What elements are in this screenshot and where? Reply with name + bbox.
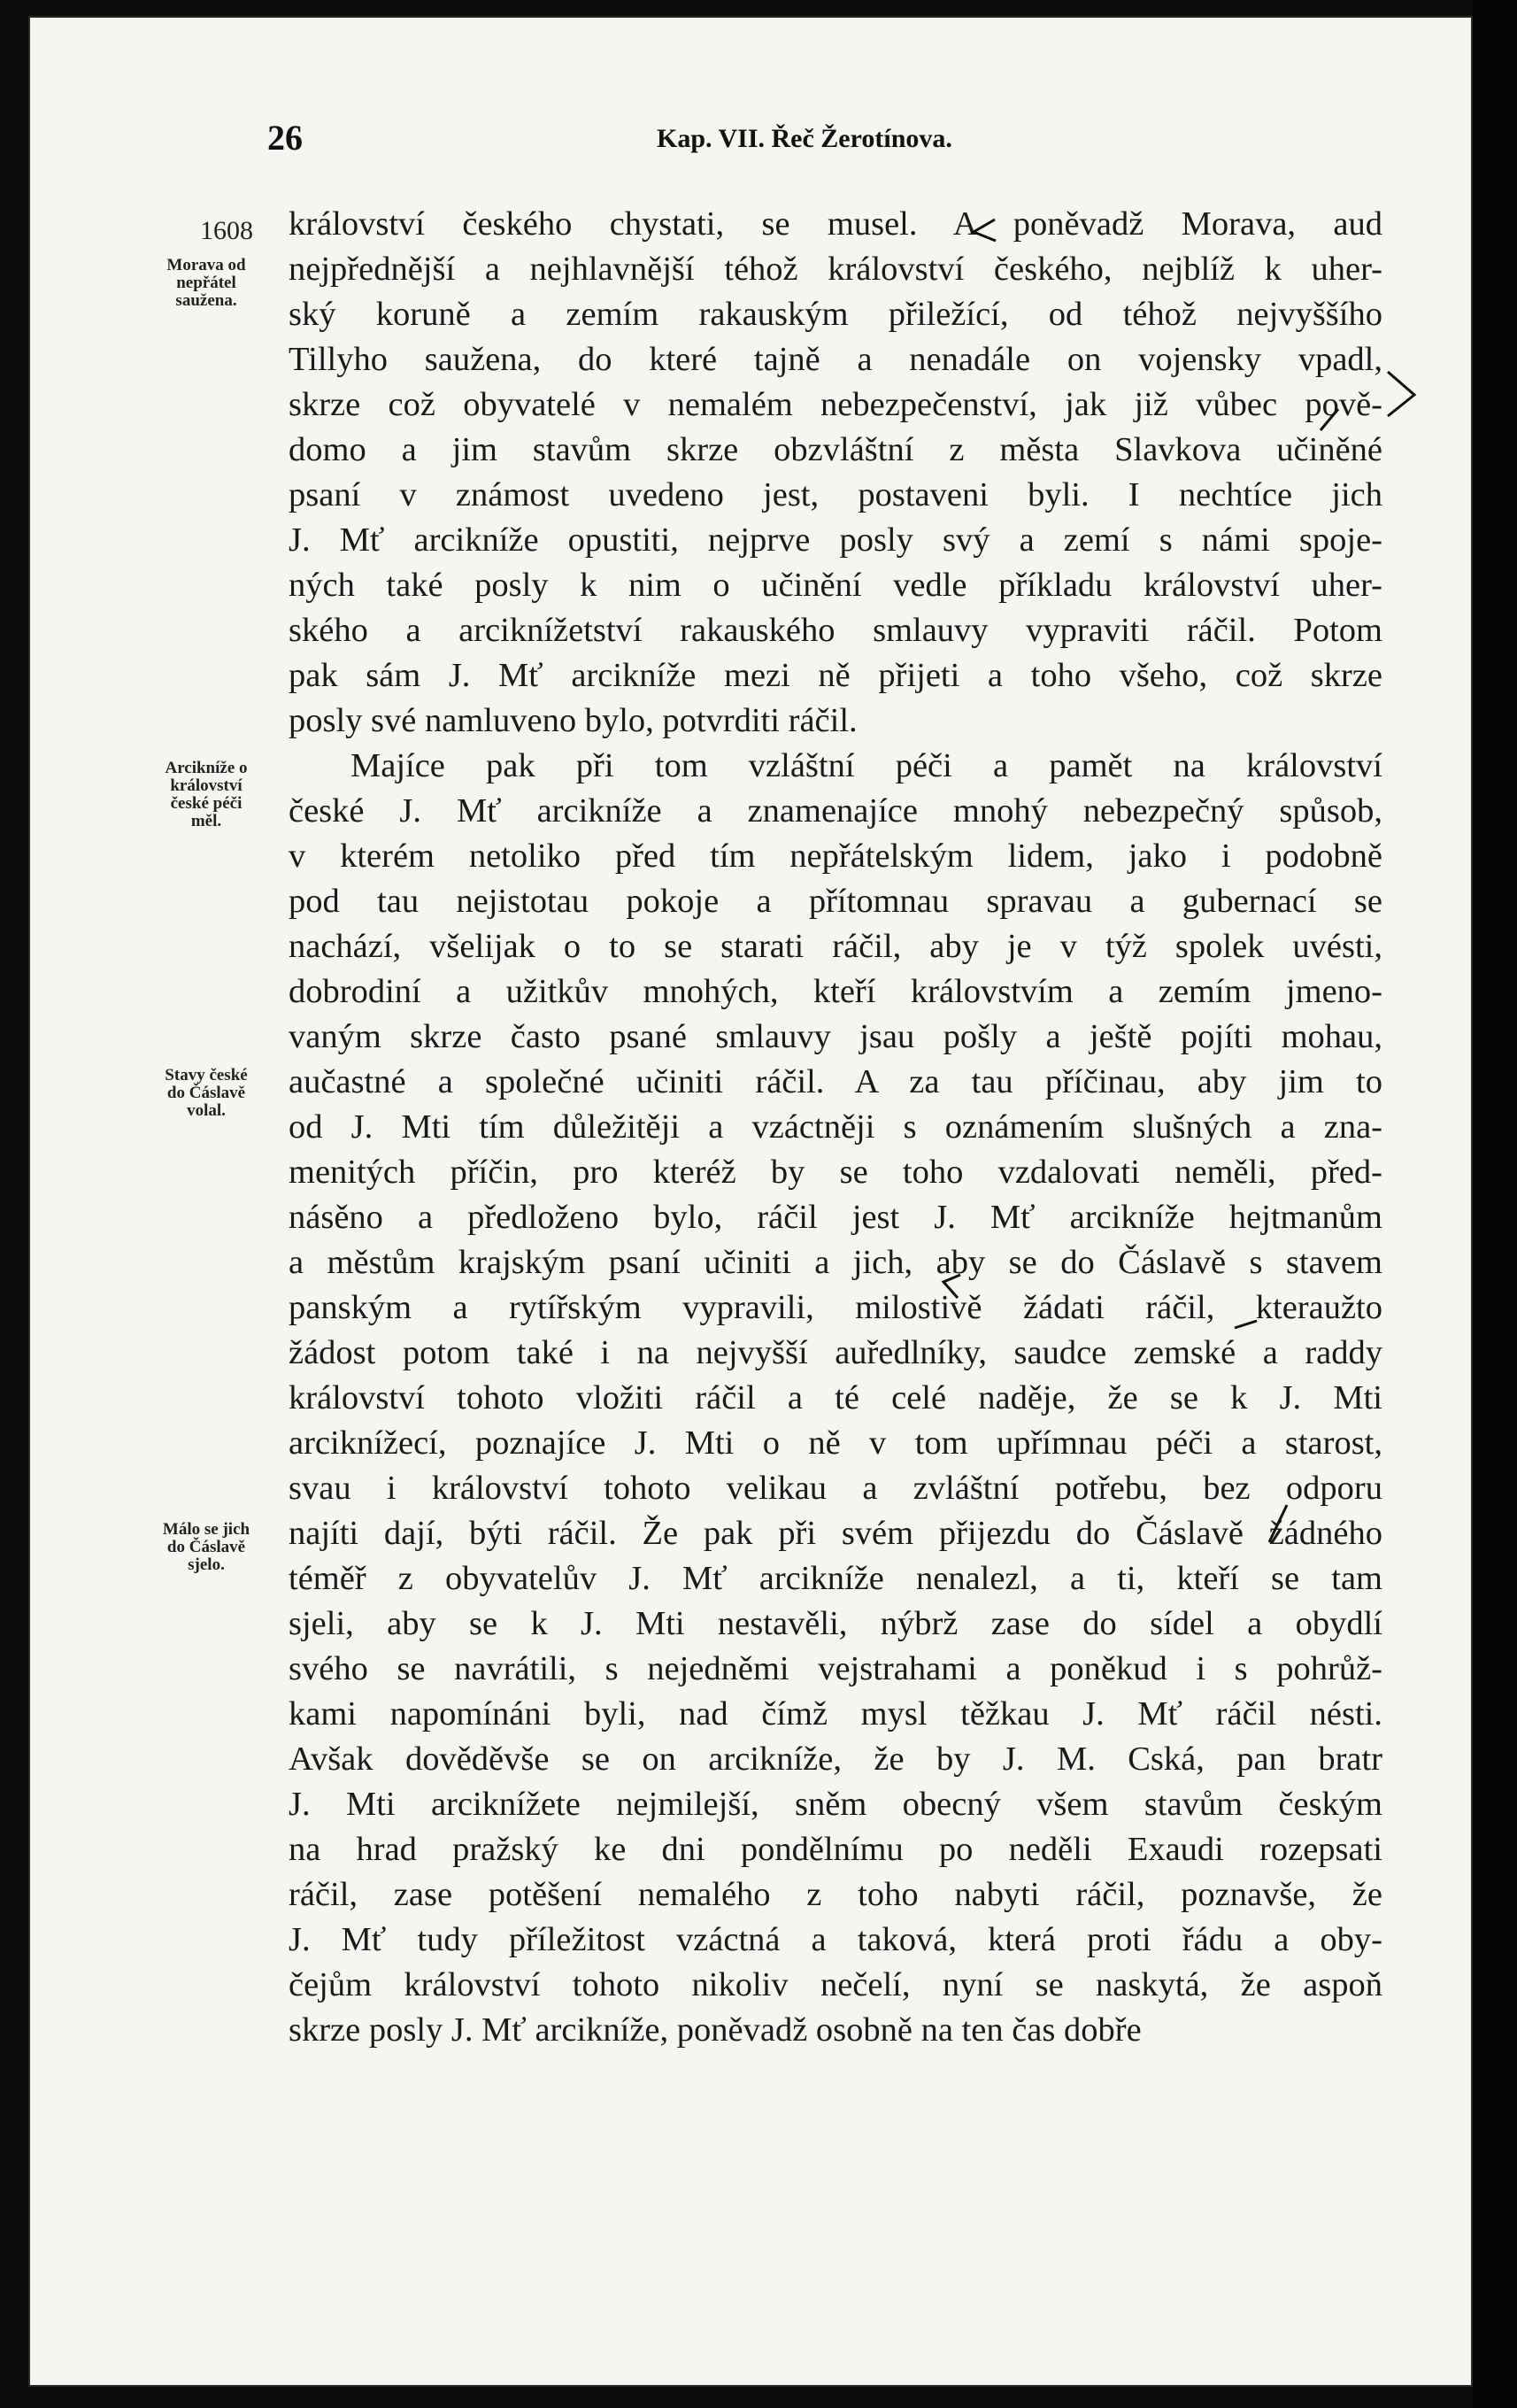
margin-note-arcikníže [131, 760, 281, 830]
running-head: Kap. VII. Řeč Žerotínova. [657, 124, 952, 153]
text-line: a městům krajským psaní učiniti a jich, aby se do Čáslavě s stavem [289, 1244, 1382, 1281]
text-line: menitých příčin, pro kteréž by se toho vzdalovati neměli, před- [289, 1154, 1382, 1191]
text-line: v kterém netoliko před tím nepřátelským lidem, jako i podobně [289, 837, 1382, 875]
margin-note-line: do Čáslavě [166, 1538, 246, 1556]
text-line: svého se navrátili, s nejedněmi vejstrahami a poněkud i s pohrůž- [289, 1650, 1382, 1687]
text-line: aučastné a společné učiniti ráčil. A za tau příčinau, aby jim to [289, 1063, 1382, 1100]
text-line: české J. Mť arcikníže a znamenajíce mnohý nebezpečný spůsob, [289, 792, 1382, 830]
margin-note-line: nepřátel [176, 274, 236, 292]
text-line-paragraph-end: posly své namluveno bylo, potvrditi ráčil. [289, 702, 858, 739]
margin-note-line: Morava od [166, 256, 246, 274]
text-line: na hrad pražský ke dni pondělnímu po neděli Exaudi rozepsati [289, 1831, 1382, 1868]
text-line: čejům království tohoto nikoliv nečelí, nyní se naskytá, že aspoň [289, 1966, 1382, 2003]
text-line: kami napomínáni byli, nad čímž mysl těžkau J. Mť ráčil nésti. [289, 1695, 1382, 1733]
text-line: skrze což obyvatelé v nemalém nebezpečenství, jak již vůbec pově- [289, 386, 1382, 423]
text-line: od J. Mti tím důležitěji a vzáctněji s oznámením slušných a zna- [289, 1108, 1382, 1146]
text-line: dobrodiní a užitkův mnohých, kteří královstvím a zemím jmeno- [289, 973, 1382, 1010]
text-line: nachází, všelijak o to se starati ráčil, aby je v týž spolek uvésti, [289, 928, 1382, 965]
text-line: ných také posly k nim o učinění vedle příkladu království uher- [289, 567, 1382, 604]
margin-note-line: české péči [170, 794, 243, 813]
margin-year: 1608 [200, 216, 253, 245]
body-text [289, 202, 1382, 2053]
text-line: svau i království tohoto velikau a zvláštní potřebu, bez odporu [289, 1470, 1382, 1507]
text-line: domo a jim stavům skrze obzvláštní z města Slavkova učiněné [289, 431, 1382, 468]
text-line: panským a rytířským vypravili, milostivě žádati ráčil, kteraužto [289, 1289, 1382, 1326]
text-line: ráčil, zase potěšení nemalého z toho nabyti ráčil, poznavše, že [289, 1876, 1382, 1913]
margin-note-line: měl. [190, 812, 222, 830]
text-line: sjeli, aby se k J. Mti nestavěli, nýbrž zase do sídel a obydlí [289, 1605, 1382, 1642]
text-line: království tohoto vložiti ráčil a té celé naděje, že se k J. Mti [289, 1379, 1382, 1416]
text-line: pod tau nejistotau pokoje a přítomnau spravau a gubernací se [289, 883, 1382, 920]
text-line: pak sám J. Mť arcikníže mezi ně přijeti a toho všeho, což skrze [289, 657, 1382, 694]
text-line-paragraph-start: Majíce pak při tom vzláštní péči a pamět na království [350, 747, 1382, 784]
text-line: ského a arciknížetství rakauského smlauvy vypraviti ráčil. Potom [289, 612, 1382, 649]
page-header [258, 117, 1400, 170]
margin-note-morava [131, 257, 281, 310]
text-line: království českého chystati, se musel. A poněvadž Morava, aud [289, 205, 1382, 243]
text-line: ský koruně a zemím rakauským přiležící, od téhož nejvyššího [289, 296, 1382, 333]
text-line: arciknížecí, poznajíce J. Mti o ně v tom upřímnau péči a starost, [289, 1424, 1382, 1462]
text-line: Avšak dověděvše se on arcikníže, že by J. M. Cská, pan bratr [289, 1740, 1382, 1778]
margin-note-line: volal. [187, 1101, 226, 1120]
margin-note-line: Arcikníže o [165, 759, 248, 777]
scan-edge [1473, 0, 1517, 2408]
margin-note-malo [131, 1521, 281, 1574]
text-line: nejpřednější a nejhlavnější téhož království českého, nejblíž k uher- [289, 251, 1382, 288]
text-line: skrze posly J. Mť arcikníže, poněvadž osobně na ten čas dobře [289, 2011, 1142, 2049]
text-line: Tillyho saužena, do které tajně a nenadále on vojensky vpadl, [289, 341, 1382, 378]
margin-note-line: království [170, 776, 243, 795]
margin-note-line: do Čáslavě [166, 1084, 246, 1102]
text-line: J. Mť tudy příležitost vzáctná a taková, která proti řádu a oby- [289, 1921, 1382, 1958]
margin-note-line: Málo se jich [162, 1520, 250, 1539]
text-line: J. Mť arcikníže opustiti, nejprve posly svý a zemí s námi spoje- [289, 521, 1382, 559]
text-line: J. Mti arciknížete nejmilejší, sněm obecný všem stavům českým [289, 1786, 1382, 1823]
text-line: najíti dají, býti ráčil. Že pak při svém přijezdu do Čáslavě žádného [289, 1515, 1382, 1552]
margin-note-stavy [131, 1067, 281, 1120]
margin-note-line: Stavy české [165, 1066, 248, 1084]
text-line: téměř z obyvatelův J. Mť arcikníže nenalezl, a ti, kteří se tam [289, 1560, 1382, 1597]
margin-note-line: saužena. [175, 291, 237, 310]
text-line: žádost potom také i na nejvyšší auředlníky, saudce zemské a raddy [289, 1334, 1382, 1371]
text-line: psaní v známost uvedeno jest, postaveni byli. I nechtíce jich [289, 476, 1382, 513]
page-number: 26 [267, 118, 303, 158]
text-line: násěno a předloženo bylo, ráčil jest J. Mť arcikníže hejtmanům [289, 1199, 1382, 1236]
text-line: vaným skrze často psané smlauvy jsau pošly a ještě pojíti mohau, [289, 1018, 1382, 1055]
margin-note-line: sjelo. [188, 1555, 225, 1574]
